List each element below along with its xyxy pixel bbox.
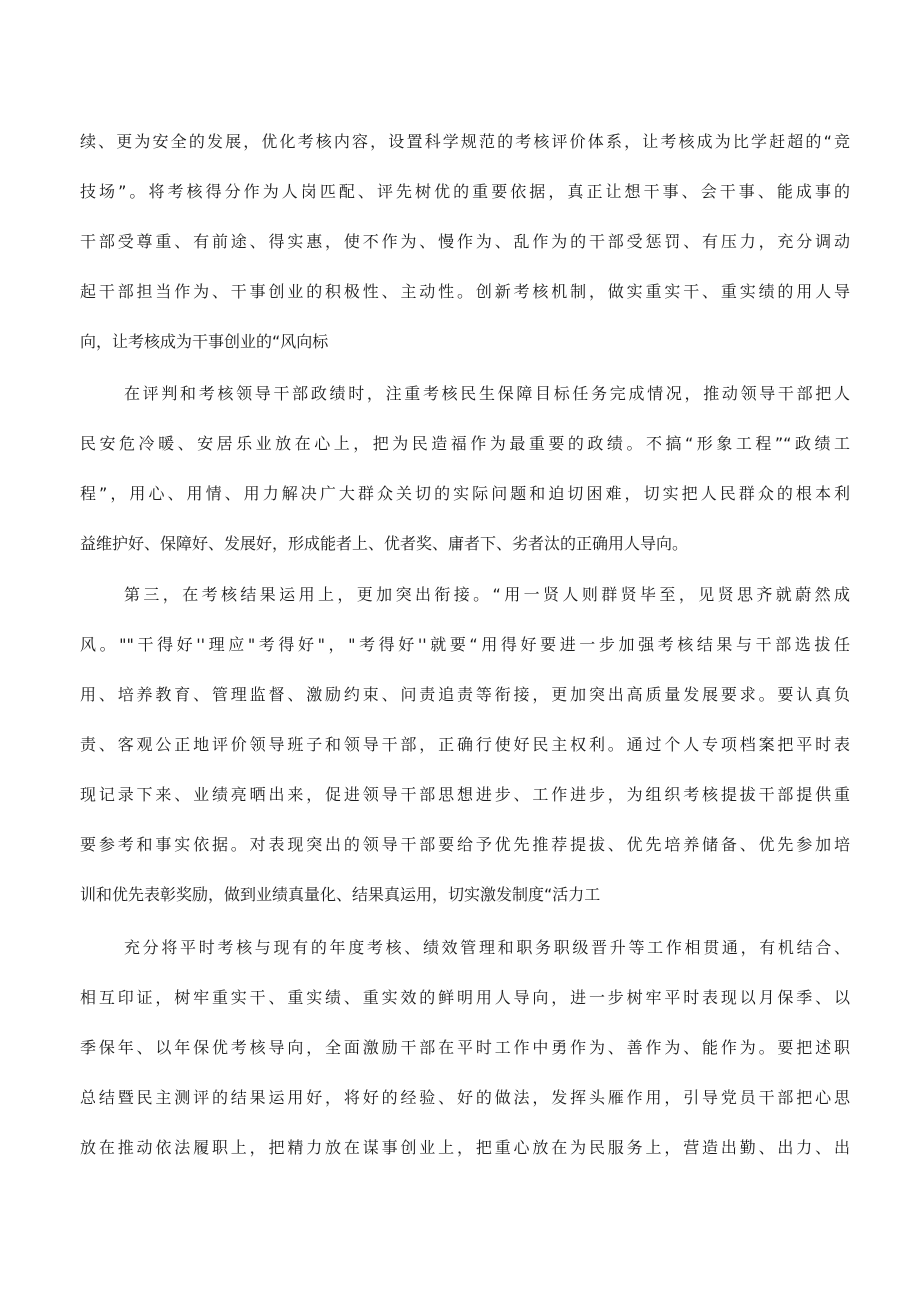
text-line: 益维护好、保障好、发展好，形成能者上、优者奖、庸者下、劣者汰的正确用人导向。 bbox=[80, 534, 689, 553]
text-line: 向，让考核成为干事创业的“风向标 bbox=[80, 332, 329, 351]
text-line: 要参考和事实依据。对表现突出的领导干部要给予优先推荐提拔、优先培养储备、优先参加培 bbox=[80, 835, 850, 854]
text-line: 充分将平时考核与现有的年度考核、绩效管理和职务职级晋升等工作相贯通，有机结合、 bbox=[124, 938, 850, 957]
text-line: 现记录下来、业绩亮晒出来，促进领导干部思想进步、工作进步，为组织考核提拔干部提供重 bbox=[80, 785, 850, 804]
text-line: 在评判和考核领导干部政绩时，注重考核民生保障目标任务完成情况，推动领导干部把人 bbox=[124, 384, 850, 403]
text-line: 民安危冷暖、安居乐业放在心上，把为民造福作为最重要的政绩。不搞“形象工程”“政绩工 bbox=[80, 434, 850, 453]
text-line: 风。""干得好''理应"考得好"，"考得好''就要“用得好要进一步加强考核结果与干部选拔任 bbox=[80, 635, 850, 654]
text-line: 第三，在考核结果运用上，更加突出衔接。“用一贤人则群贤毕至，见贤思齐就蔚然成 bbox=[124, 585, 850, 604]
text-line: 总结暨民主测评的结果运用好，将好的经验、好的做法，发挥头雁作用，引导党员干部把心思 bbox=[80, 1088, 850, 1107]
text-line: 干部受尊重、有前途、得实惠，使不作为、慢作为、乱作为的干部受惩罚、有压力，充分调动 bbox=[80, 232, 850, 251]
text-line: 放在推动依法履职上，把精力放在谋事创业上，把重心放在为民服务上，营造出勤、出力、出 bbox=[80, 1138, 850, 1157]
text-line: 起干部担当作为、干事创业的积极性、主动性。创新考核机制，做实重实干、重实绩的用人导 bbox=[80, 282, 850, 301]
text-line: 相互印证，树牢重实干、重实绩、重实效的鲜明用人导向，进一步树牢平时表现以月保季、以 bbox=[80, 988, 850, 1007]
text-line: 责、客观公正地评价领导班子和领导干部，正确行使好民主权利。通过个人专项档案把平时表 bbox=[80, 735, 850, 754]
text-line: 技场”。将考核得分作为人岗匹配、评先树优的重要依据，真正让想干事、会干事、能成事的 bbox=[80, 182, 850, 201]
text-line: 季保年、以年保优考核导向，全面激励干部在平时工作中勇作为、善作为、能作为。要把述职 bbox=[80, 1038, 850, 1057]
text-line: 训和优先表彰奖励，做到业绩真量化、结果真运用，切实激发制度“活力工 bbox=[80, 885, 601, 904]
text-line: 程”，用心、用情、用力解决广大群众关切的实际问题和迫切困难，切实把人民群众的根本利 bbox=[80, 484, 850, 503]
text-line: 续、更为安全的发展，优化考核内容，设置科学规范的考核评价体系，让考核成为比学赶超的“竞 bbox=[80, 132, 850, 151]
text-line: 用、培养教育、管理监督、激励约束、问责追责等衔接，更加突出高质量发展要求。要认真负 bbox=[80, 685, 850, 704]
